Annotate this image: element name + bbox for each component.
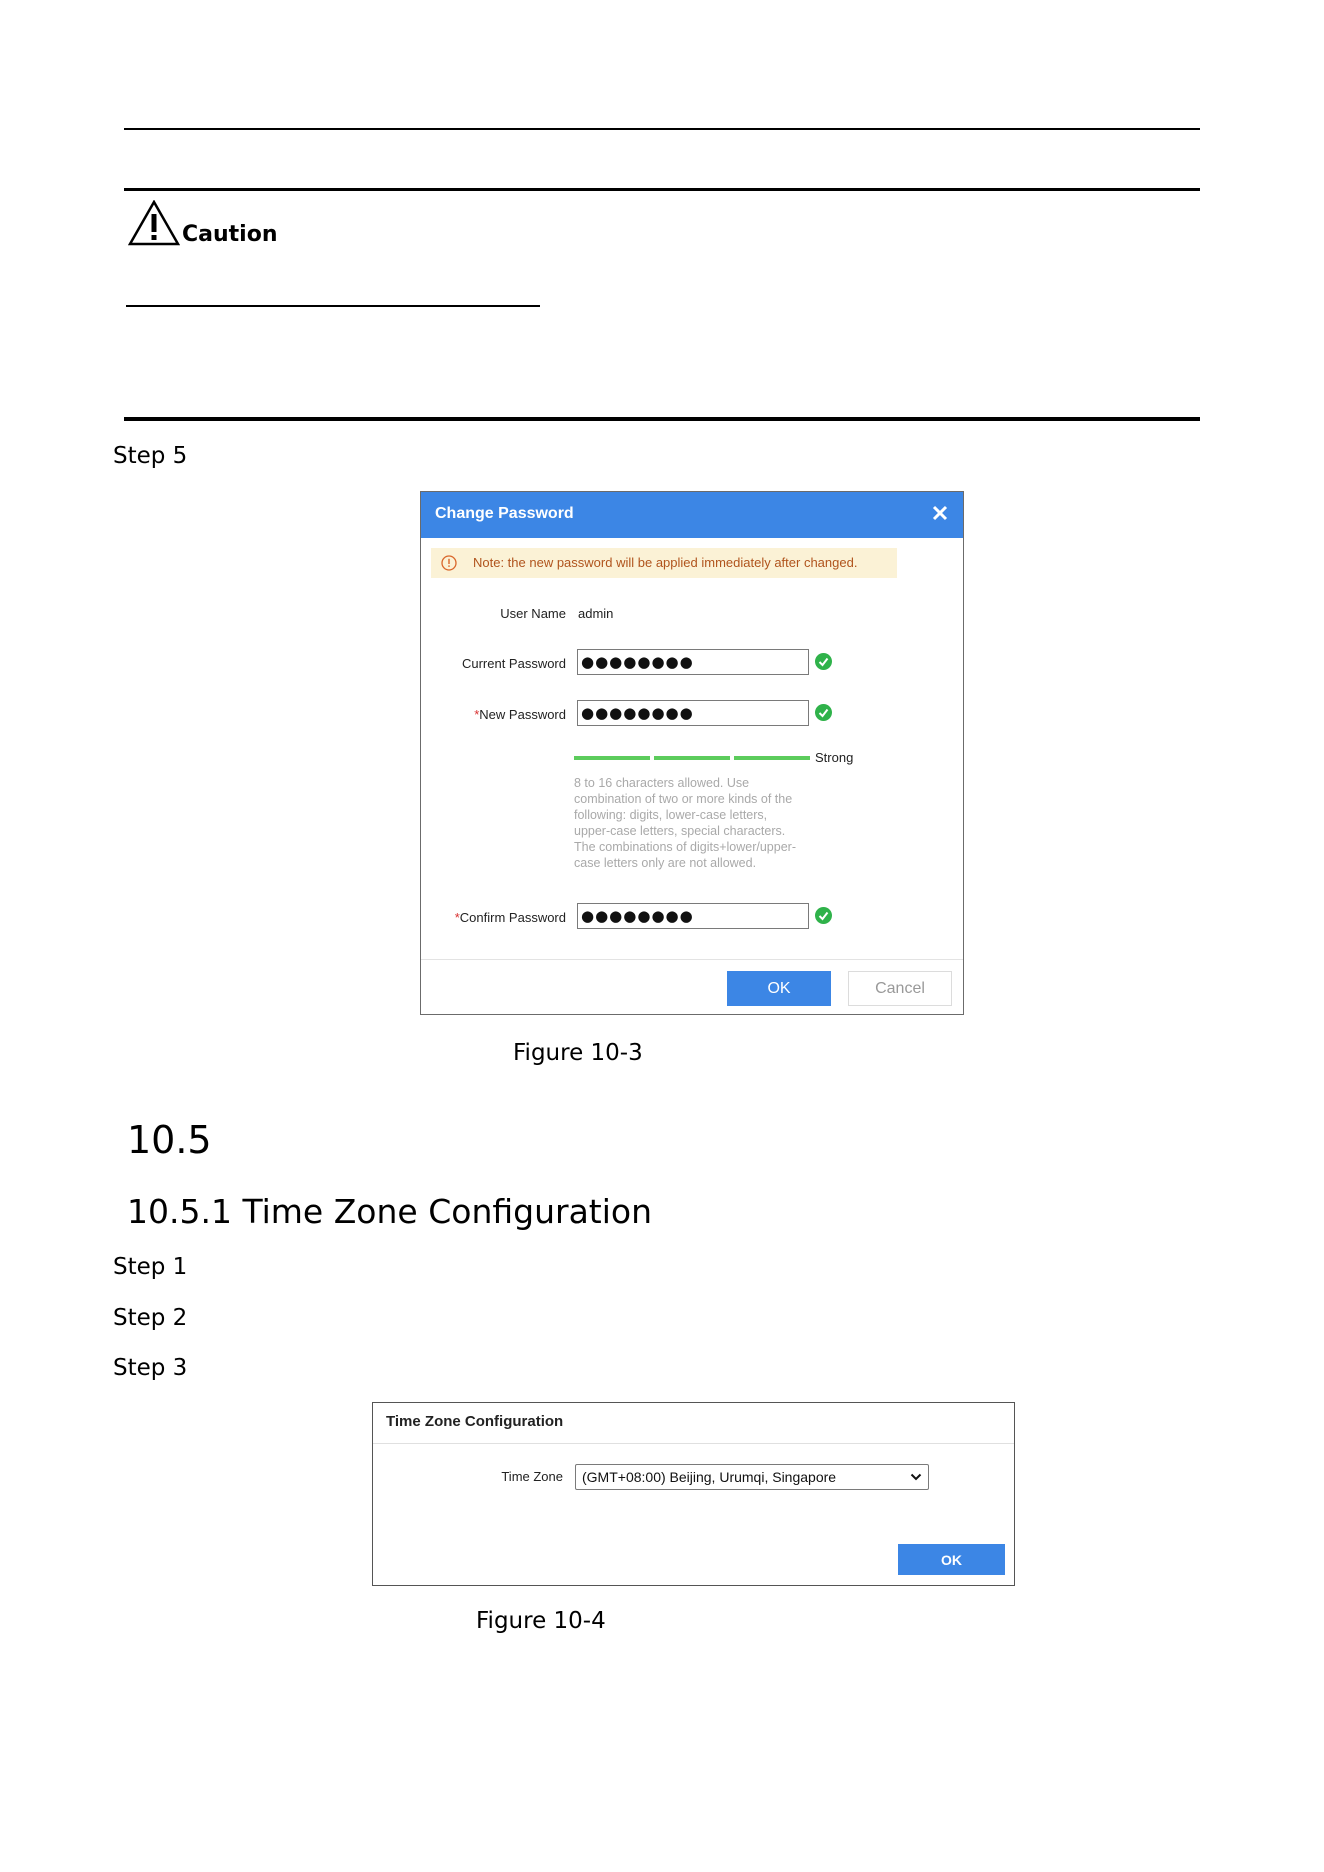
step-5-label: Step 5 (113, 443, 188, 469)
top-rule-1 (124, 128, 1200, 130)
valid-check-icon (815, 704, 832, 721)
time-zone-label: Time Zone (501, 1469, 563, 1484)
strength-bar-1 (574, 756, 650, 760)
valid-check-icon (815, 653, 832, 670)
required-asterisk: * (474, 707, 480, 722)
strength-bar-2 (654, 756, 730, 760)
user-name-value: admin (578, 606, 614, 621)
ok-button[interactable]: OK (727, 971, 831, 1006)
note-banner (431, 548, 897, 578)
new-password-label-text: New Password (479, 707, 566, 722)
info-icon (441, 555, 457, 571)
new-password-input[interactable]: ●●●●●●●● (577, 700, 809, 726)
new-password-label (421, 707, 566, 722)
time-zone-title: Time Zone Configuration (386, 1413, 564, 1430)
change-password-dialog (420, 491, 964, 1015)
caution-short-rule (126, 305, 540, 307)
dialog-title: Change Password (435, 505, 574, 522)
cancel-button[interactable]: Cancel (848, 971, 952, 1006)
caution-bottom-rule (124, 417, 1200, 421)
time-zone-ok-button[interactable]: OK (898, 1544, 1005, 1575)
time-zone-divider (373, 1443, 1014, 1444)
step-1-label: Step 1 (113, 1254, 188, 1280)
figure-10-4-caption: Figure 10-4 (476, 1608, 606, 1634)
confirm-password-label-text: Confirm Password (459, 910, 566, 925)
current-password-input[interactable]: ●●●●●●●● (577, 649, 809, 675)
time-zone-select[interactable] (575, 1464, 929, 1490)
dialog-header (421, 492, 963, 538)
top-rule-2 (124, 188, 1200, 191)
password-hint: 8 to 16 characters allowed. Use combination of two or more kinds of the following: digits, lower-case letters, upper-case letters, special characters. The combinations of digits+lower/upper-case letters only are not allowed. (574, 776, 796, 870)
strength-label: Strong (815, 750, 854, 765)
confirm-password-input[interactable]: ●●●●●●●● (577, 903, 809, 929)
dialog-footer-divider (421, 959, 963, 960)
warning-triangle-icon (128, 200, 180, 246)
strength-bar-3 (734, 756, 810, 760)
current-password-label: Current Password (461, 656, 566, 671)
confirm-password-label (421, 910, 566, 925)
required-asterisk: * (454, 910, 460, 925)
figure-10-3-caption: Figure 10-3 (513, 1040, 643, 1066)
step-3-label: Step 3 (113, 1355, 188, 1381)
section-heading: 10.5 (127, 1118, 212, 1162)
caution-label: Caution (182, 222, 278, 247)
close-icon[interactable] (929, 502, 951, 524)
user-name-label: User Name (500, 606, 566, 621)
subsection-heading: 10.5.1 Time Zone Configuration (127, 1192, 653, 1231)
time-zone-selected-value: (GMT+08:00) Beijing, Urumqi, Singapore (582, 1469, 837, 1485)
chevron-down-icon (910, 1473, 922, 1481)
step-2-label: Step 2 (113, 1305, 188, 1331)
valid-check-icon (815, 907, 832, 924)
note-text: Note: the new password will be applied immediately after changed. (473, 555, 858, 570)
time-zone-panel (372, 1402, 1015, 1586)
